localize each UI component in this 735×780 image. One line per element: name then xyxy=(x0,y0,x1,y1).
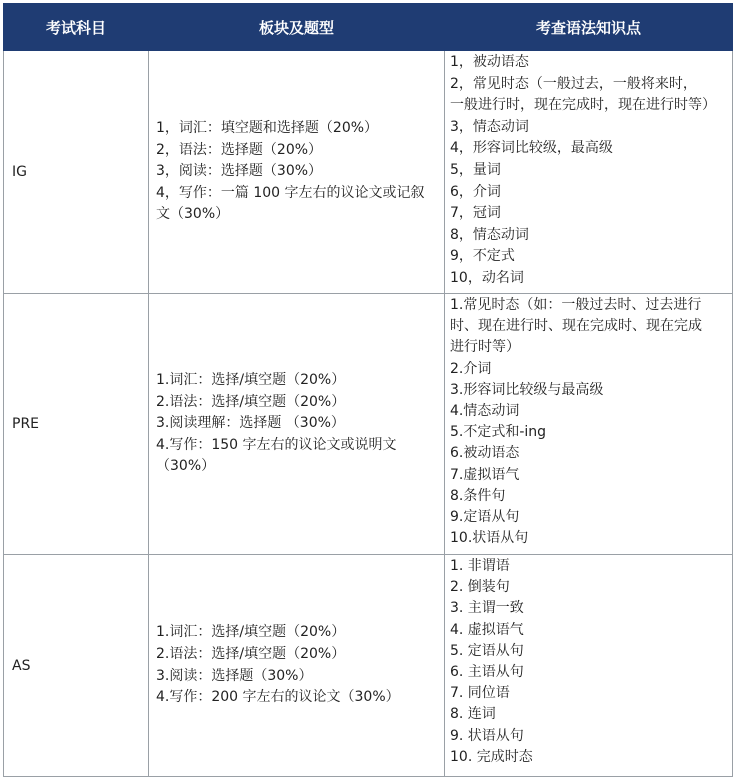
sections-cell xyxy=(149,294,445,555)
grammar-item: 5. 定语从句 xyxy=(450,642,524,659)
section-item: 1.词汇：选择/填空题（20%） xyxy=(156,624,346,641)
grammar-item: 3. 主谓一致 xyxy=(450,600,524,617)
grammar-item: 9. 状语从句 xyxy=(450,727,524,744)
sections-cell xyxy=(149,555,445,777)
section-item: 4，写作：一篇 100 字左右的议论文或记叙 xyxy=(156,184,425,201)
grammar-item: 4. 虚拟语气 xyxy=(450,621,524,638)
table-row-as xyxy=(4,555,733,777)
grammar-item: 6.被动语态 xyxy=(450,445,520,462)
section-item: 3.阅读：选择题（30%） xyxy=(156,667,313,684)
grammar-item: 3，情态动词 xyxy=(450,118,529,135)
sections-cell xyxy=(149,51,445,294)
grammar-item: 一般进行时，现在完成时，现在进行时等） xyxy=(450,97,716,114)
header-subject: 考试科目 xyxy=(4,4,149,51)
exam-grammar-table xyxy=(3,3,733,777)
grammar-item: 6，介词 xyxy=(450,183,501,200)
section-item: （30%） xyxy=(156,458,216,475)
grammar-item: 2，常见时态（一般过去，一般将来时， xyxy=(450,75,697,92)
table-row-ig xyxy=(4,51,733,294)
table-row-pre xyxy=(4,294,733,555)
grammar-item: 4.情态动词 xyxy=(450,403,520,420)
grammar-points-cell xyxy=(445,294,733,555)
subject-cell: IG xyxy=(4,51,149,294)
grammar-item: 8. 连词 xyxy=(450,706,496,723)
header-row xyxy=(4,4,733,51)
grammar-item: 5，量词 xyxy=(450,161,501,178)
grammar-item: 时、现在进行时、现在完成时、现在完成 xyxy=(450,318,702,335)
subject-cell: PRE xyxy=(4,294,149,555)
grammar-item: 9.定语从句 xyxy=(450,509,520,526)
grammar-item: 5.不定式和-ing xyxy=(450,424,547,441)
subject-cell: AS xyxy=(4,555,149,777)
grammar-item: 10. 完成时态 xyxy=(450,748,533,765)
grammar-points-cell xyxy=(445,51,733,294)
grammar-item: 3.形容词比较级与最高级 xyxy=(450,381,604,398)
grammar-item: 9，不定式 xyxy=(450,248,515,265)
grammar-item: 7，冠词 xyxy=(450,205,501,222)
grammar-item: 8.条件句 xyxy=(450,487,506,504)
header-sections: 板块及题型 xyxy=(149,4,445,51)
grammar-item: 1.常见时态（如：一般过去时、过去进行 xyxy=(450,297,702,313)
grammar-item: 10.状语从句 xyxy=(450,530,529,547)
grammar-item: 4，形容词比较级，最高级 xyxy=(450,140,613,157)
section-item: 2.语法：选择/填空题（20%） xyxy=(156,645,346,662)
section-item: 1，词汇：填空题和选择题（20%） xyxy=(156,120,379,137)
section-item: 2.语法：选择/填空题（20%） xyxy=(156,393,346,410)
grammar-points-cell xyxy=(445,555,733,777)
grammar-item: 1. 非谓语 xyxy=(450,558,510,574)
section-item: 文（30%） xyxy=(156,206,230,223)
grammar-item: 进行时等） xyxy=(450,339,520,356)
grammar-item: 6. 主语从句 xyxy=(450,664,524,681)
grammar-item: 2. 倒装句 xyxy=(450,579,510,596)
grammar-item: 10，动名词 xyxy=(450,269,524,286)
grammar-item: 2.介词 xyxy=(450,360,492,377)
grammar-item: 1，被动语态 xyxy=(450,54,529,70)
grammar-item: 7.虚拟语气 xyxy=(450,466,520,483)
section-item: 3.阅读理解：选择题 （30%） xyxy=(156,415,345,432)
section-item: 4.写作：200 字左右的议论文（30%） xyxy=(156,689,400,706)
section-item: 2，语法：选择题（20%） xyxy=(156,141,323,158)
section-item: 3，阅读：选择题（30%） xyxy=(156,163,323,180)
grammar-item: 8，情态动词 xyxy=(450,226,529,243)
section-item: 1.词汇：选择/填空题（20%） xyxy=(156,372,346,389)
header-grammar-points: 考查语法知识点 xyxy=(445,4,733,51)
section-item: 4.写作：150 字左右的议论文或说明文 xyxy=(156,436,397,453)
grammar-item: 7. 同位语 xyxy=(450,685,510,702)
